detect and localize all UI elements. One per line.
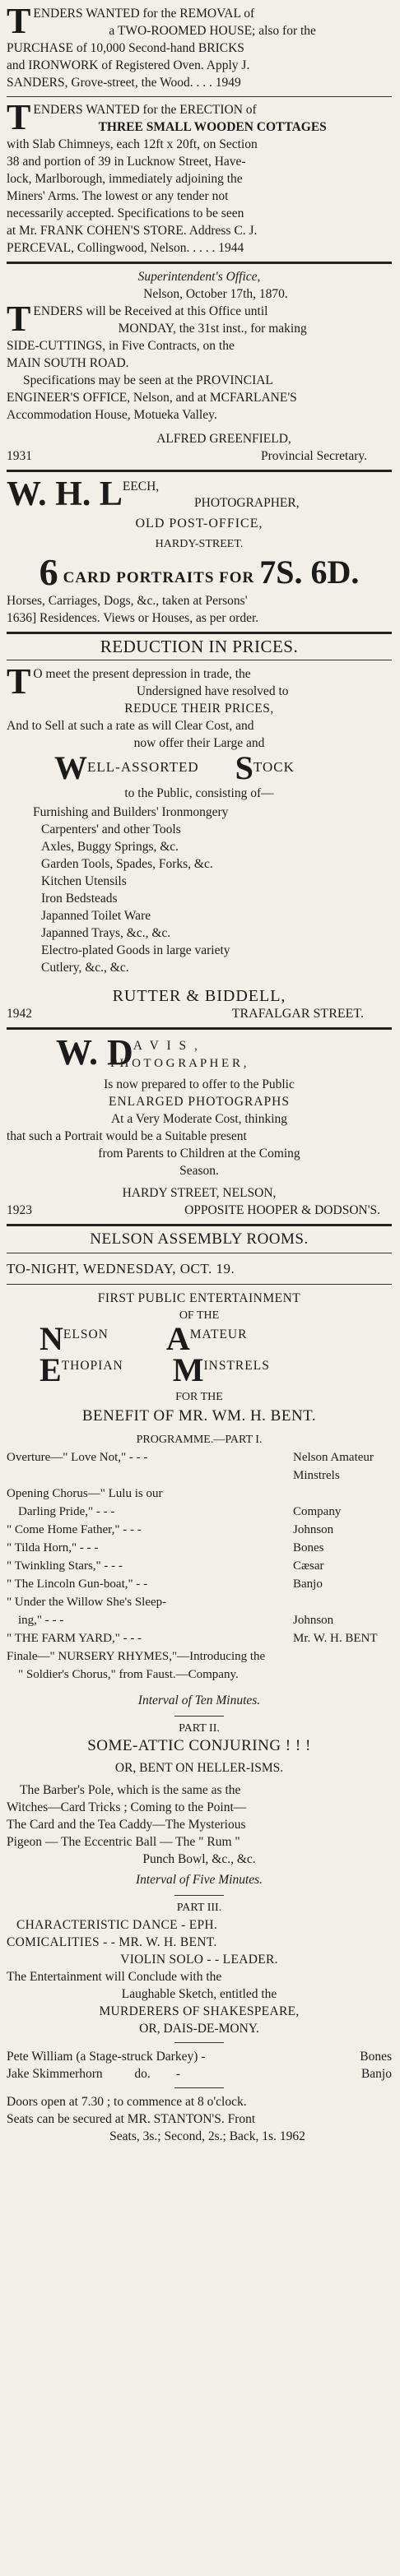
- leech-role: PHOTOGRAPHER,: [194, 496, 300, 510]
- text-line: O meet the present depression in trade, the: [33, 667, 251, 681]
- finale-line: " Soldier's Chorus," from Faust.—Company.: [18, 1668, 239, 1681]
- card-number: 6: [39, 551, 58, 593]
- leech-sub: OLD POST-OFFICE,: [135, 517, 263, 530]
- divider: [174, 2087, 224, 2088]
- programme-item: " Tilda Horn," - - -: [7, 1541, 99, 1554]
- programme-performer: Bones: [293, 1541, 324, 1554]
- text-line: Accommodation House, Motueka Valley.: [7, 408, 217, 422]
- programme-part-1: [7, 1448, 392, 1684]
- divider: [7, 96, 392, 97]
- text-line: Undersigned have resolved to: [136, 684, 289, 698]
- text-line: Season.: [179, 1164, 219, 1178]
- text-line: ENDERS WANTED for the REMOVAL of: [33, 7, 255, 21]
- divider: [174, 1716, 224, 1717]
- text-line: SIDE-CUTTINGS, in Five Contracts, on the: [7, 339, 235, 353]
- n-rest: ELSON: [63, 1327, 109, 1341]
- text-line: Pigeon — The Eccentric Ball — The " Rum ": [7, 1835, 240, 1849]
- or-dais: OR, DAIS-DE-MONY.: [139, 2022, 259, 2036]
- seats-line: Seats, 3s.; Second, 2s.; Back, 1s. 1962: [109, 2129, 305, 2143]
- text-line: Punch Bowl, &c., &c.: [142, 1852, 256, 1866]
- programme-performer: Mr. W. H. BENT: [293, 1632, 378, 1645]
- list-item: Carpenters' and other Tools: [41, 822, 181, 836]
- assembly-heading: NELSON ASSEMBLY ROOMS.: [90, 1230, 309, 1248]
- drop-cap: T: [7, 299, 31, 339]
- programme-performer: Johnson: [293, 1523, 334, 1536]
- a-cap: A: [165, 1320, 190, 1357]
- programme-item: Overture—" Love Not," - - -: [7, 1451, 148, 1464]
- part-2: PART II.: [179, 1722, 220, 1735]
- divider: [7, 470, 392, 472]
- text-line: and IRONWORK of Registered Oven. Apply J.: [7, 58, 250, 72]
- date-line: Nelson, October 17th, 1870.: [143, 287, 288, 301]
- programme-performer: Company: [293, 1505, 342, 1518]
- programme-performer: Cæsar: [293, 1559, 324, 1573]
- text-line: PURCHASE of 10,000 Second-hand BRICKS: [7, 41, 244, 55]
- minstrels-line-2: [7, 1351, 392, 1388]
- leech-initials: W. H. L: [7, 475, 123, 513]
- programme-item: Darling Pride," - - -: [18, 1505, 115, 1518]
- ad-two-roomed-house: [7, 1, 392, 91]
- e-cap: E: [40, 1351, 62, 1388]
- stock-list: [7, 804, 392, 976]
- ad-number: 1942: [7, 1007, 32, 1021]
- programme-row: [7, 1448, 392, 1466]
- programme-row: [7, 1485, 392, 1503]
- programme-row: [7, 1466, 392, 1485]
- text-line: ENDERS will be Received at this Office until: [33, 304, 268, 318]
- seats-line: Seats can be secured at MR. STANTON'S. Front: [7, 2112, 256, 2126]
- text-line: necessarily accepted. Specifications to be seen: [7, 206, 244, 220]
- ad-number: 1931: [7, 449, 32, 463]
- text-line: 1636] Residences. Views or Houses, as per order.: [7, 611, 259, 625]
- e-rest: THOPIAN: [61, 1359, 123, 1373]
- cast-role: Jake Skimmerhorn do. -: [7, 2067, 180, 2081]
- programme-item: ing," - - -: [18, 1614, 64, 1627]
- card-portraits-row: [7, 551, 392, 593]
- or-heller: OR, BENT ON HELLER-ISMS.: [114, 1761, 284, 1775]
- divider: [7, 1027, 392, 1030]
- finale-line: Finale—" NURSERY RHYMES,"—Introducing the: [7, 1650, 266, 1663]
- drop-cap: T: [7, 97, 31, 137]
- reduce-prices: REDUCE THEIR PRICES,: [124, 702, 274, 716]
- programme-row: [7, 1611, 392, 1629]
- text-line: THREE SMALL WOODEN COTTAGES: [98, 120, 327, 134]
- davis-street: HARDY STREET, NELSON,: [122, 1186, 277, 1200]
- minstrels-line-1: [7, 1320, 392, 1357]
- text-line: from Parents to Children at the Coming: [98, 1147, 300, 1161]
- ad-leech-photographer: [7, 476, 392, 627]
- ad-main-south-road: [7, 268, 392, 465]
- murderers-title: MURDERERS OF SHAKESPEARE,: [99, 2004, 300, 2018]
- divider: [7, 632, 392, 634]
- text-line: with Slab Chimneys, each 12ft x 20ft, on Section: [7, 137, 258, 151]
- text-line: ENLARGED PHOTOGRAPHS: [109, 1095, 290, 1109]
- programme-item: " The Lincoln Gun-boat," - -: [7, 1578, 148, 1591]
- well-cap: W: [54, 749, 87, 786]
- interval-2: Interval of Five Minutes.: [135, 1873, 263, 1887]
- programme-row: [7, 1575, 392, 1593]
- violin-line: VIOLIN SOLO - - LEADER.: [120, 1953, 278, 1967]
- programme-item: " Under the Willow She's Sleep-: [7, 1596, 167, 1609]
- for-the: FOR THE: [175, 1391, 223, 1403]
- davis-role: P H O T O G R A P H E R ,: [110, 1057, 247, 1070]
- cast-row: [7, 2048, 392, 2065]
- davis-name-rest: A V I S ,: [133, 1039, 200, 1053]
- drop-cap: T: [7, 1, 31, 41]
- ad-nelson-assembly-rooms: [7, 1230, 392, 2145]
- signer-title: Provincial Secretary.: [261, 449, 367, 463]
- signer: ALFRED GREENFIELD,: [156, 432, 291, 446]
- davis-initials: W. D: [56, 1032, 133, 1073]
- davis-opposite: OPPOSITE HOOPER & DODSON'S.: [184, 1203, 380, 1217]
- signature-row: [7, 447, 392, 465]
- text-line: MAIN SOUTH ROAD.: [7, 356, 129, 370]
- n-cap: N: [40, 1320, 63, 1357]
- programme-performer: Nelson Amateur: [293, 1451, 374, 1464]
- stock-rest: TOCK: [253, 759, 295, 775]
- divider: [7, 1224, 392, 1226]
- text-line: ENGINEER'S OFFICE, Nelson, and at MCFARLANE'S: [7, 391, 297, 405]
- text-line: SANDERS, Grove-street, the Wood. . . . 1949: [7, 76, 241, 90]
- text-line: The Card and the Tea Caddy—The Mysterious: [7, 1818, 246, 1832]
- dance-line: CHARACTERISTIC DANCE - EPH.: [16, 1918, 218, 1932]
- list-item: Axles, Buggy Springs, &c.: [41, 840, 179, 854]
- part-3: PART III.: [176, 1902, 222, 1914]
- programme-row: [7, 1521, 392, 1539]
- text-line: Laughable Sketch, entitled the: [121, 1987, 277, 2001]
- text-line: And to Sell at such a rate as will Clear Cost, and: [7, 719, 254, 733]
- well-rest: ELL-ASSORTED: [87, 759, 199, 775]
- comic-line: COMICALITIES - - MR. W. H. BENT.: [7, 1935, 217, 1949]
- first-line: FIRST PUBLIC ENTERTAINMENT: [97, 1291, 301, 1305]
- davis-address-row: [7, 1202, 392, 1219]
- programme-item: " THE FARM YARD," - - -: [7, 1632, 142, 1645]
- text-line: MONDAY, the 31st inst., for making: [118, 322, 307, 336]
- firm-street: TRAFALGAR STREET.: [231, 1007, 364, 1021]
- cast-performer: Banjo: [360, 2067, 392, 2081]
- tonight-line: TO-NIGHT, WEDNESDAY, OCT. 19.: [7, 1261, 235, 1276]
- firm-address-row: [7, 1005, 392, 1022]
- m-rest: INSTRELS: [203, 1359, 270, 1373]
- of-the: OF THE: [179, 1309, 220, 1322]
- text-line: a TWO-ROOMED HOUSE; also for the: [109, 24, 316, 38]
- programme-performer: Minstrels: [293, 1469, 340, 1482]
- text-line: Horses, Carriages, Dogs, &c., taken at Persons': [7, 594, 248, 608]
- programme-item: Opening Chorus—" Lulu is our: [7, 1487, 163, 1500]
- text-line: at Mr. FRANK COHEN'S STORE. Address C. J.: [7, 224, 258, 238]
- text-line: Miners' Arms. The lowest or any tender not: [7, 189, 229, 203]
- programme-row: [7, 1557, 392, 1575]
- list-item: Furnishing and Builders' Ironmongery: [33, 805, 229, 819]
- programme-performer: Banjo: [293, 1578, 323, 1591]
- list-item: Cutlery, &c., &c.: [41, 961, 129, 975]
- firm-name: RUTTER & BIDDELL,: [112, 987, 286, 1005]
- text-line: The Barber's Pole, which is the same as the: [20, 1783, 241, 1797]
- text-line: The Entertainment will Conclude with the: [7, 1970, 222, 1984]
- part-1: PROGRAMME.—PART I.: [136, 1434, 263, 1446]
- public-line: to the Public, consisting of—: [124, 786, 274, 800]
- text-line: that such a Portrait would be a Suitable present: [7, 1129, 247, 1143]
- text-line: ENDERS WANTED for the ERECTION of: [33, 103, 257, 117]
- programme-item: " Come Home Father," - - -: [7, 1523, 142, 1536]
- text-line: 38 and portion of 39 in Lucknow Street, Have-: [7, 155, 246, 169]
- cast-role: Pete William (a Stage-struck Darkey) -: [7, 2050, 206, 2064]
- text-line: Specifications may be seen at the PROVINCIAL: [23, 373, 273, 387]
- conjuring-title: SOME-ATTIC CONJURING ! ! !: [87, 1737, 311, 1754]
- text-line: At a Very Moderate Cost, thinking: [110, 1112, 288, 1126]
- divider: [174, 1895, 224, 1896]
- interval-1: Interval of Ten Minutes.: [137, 1693, 261, 1707]
- drop-cap: T: [7, 661, 31, 702]
- card-price: 7S. 6D.: [259, 554, 360, 591]
- text-line: Witches—Card Tricks ; Coming to the Point—: [7, 1800, 247, 1814]
- well-assorted-stock: [7, 749, 392, 786]
- text-line: Is now prepared to offer to the Public: [104, 1077, 295, 1091]
- ad-davis-photographer: [7, 1034, 392, 1219]
- list-item: Japanned Trays, &c., &c.: [41, 926, 171, 940]
- ad-cottages: [7, 97, 392, 257]
- ad-reduction-in-prices: [7, 638, 392, 1022]
- cast-row: [7, 2065, 392, 2083]
- m-cap: M: [172, 1351, 204, 1388]
- doors-line: Doors open at 7.30 ; to commence at 8 o'clock.: [7, 2095, 247, 2109]
- list-item: Garden Tools, Spades, Forks, &c.: [41, 857, 213, 871]
- programme-row: [7, 1629, 392, 1647]
- stock-cap: S: [235, 749, 253, 786]
- programme-row: [7, 1503, 392, 1521]
- reduction-heading: REDUCTION IN PRICES.: [100, 637, 299, 656]
- leech-name-rest: EECH,: [122, 480, 160, 493]
- list-item: Iron Bedsteads: [41, 892, 118, 906]
- ad-number: 1923: [7, 1203, 32, 1217]
- text-line: PERCEVAL, Collingwood, Nelson. . . . . 1944: [7, 241, 244, 255]
- text-line: lock, Marlborough, immediately adjoining the: [7, 172, 243, 186]
- list-item: Electro-plated Goods in large variety: [41, 943, 230, 957]
- programme-item: " Twinkling Stars," - - -: [7, 1559, 123, 1573]
- programme-row: [7, 1539, 392, 1557]
- divider: [7, 1284, 392, 1285]
- leech-street: HARDY-STREET.: [155, 538, 244, 550]
- list-item: Kitchen Utensils: [41, 874, 127, 888]
- programme-performer: Johnson: [293, 1614, 334, 1627]
- a-rest: MATEUR: [189, 1327, 248, 1341]
- list-item: Japanned Toilet Ware: [41, 909, 151, 923]
- programme-row: [7, 1593, 392, 1611]
- text-line: now offer their Large and: [133, 736, 265, 750]
- benefit-line: BENEFIT OF MR. WM. H. BENT.: [81, 1407, 317, 1425]
- divider: [7, 262, 392, 264]
- cast-performer: Bones: [360, 2050, 392, 2064]
- office-line: Superintendent's Office,: [137, 270, 261, 284]
- divider: [174, 2042, 224, 2043]
- card-text: CARD PORTRAITS FOR: [63, 569, 255, 586]
